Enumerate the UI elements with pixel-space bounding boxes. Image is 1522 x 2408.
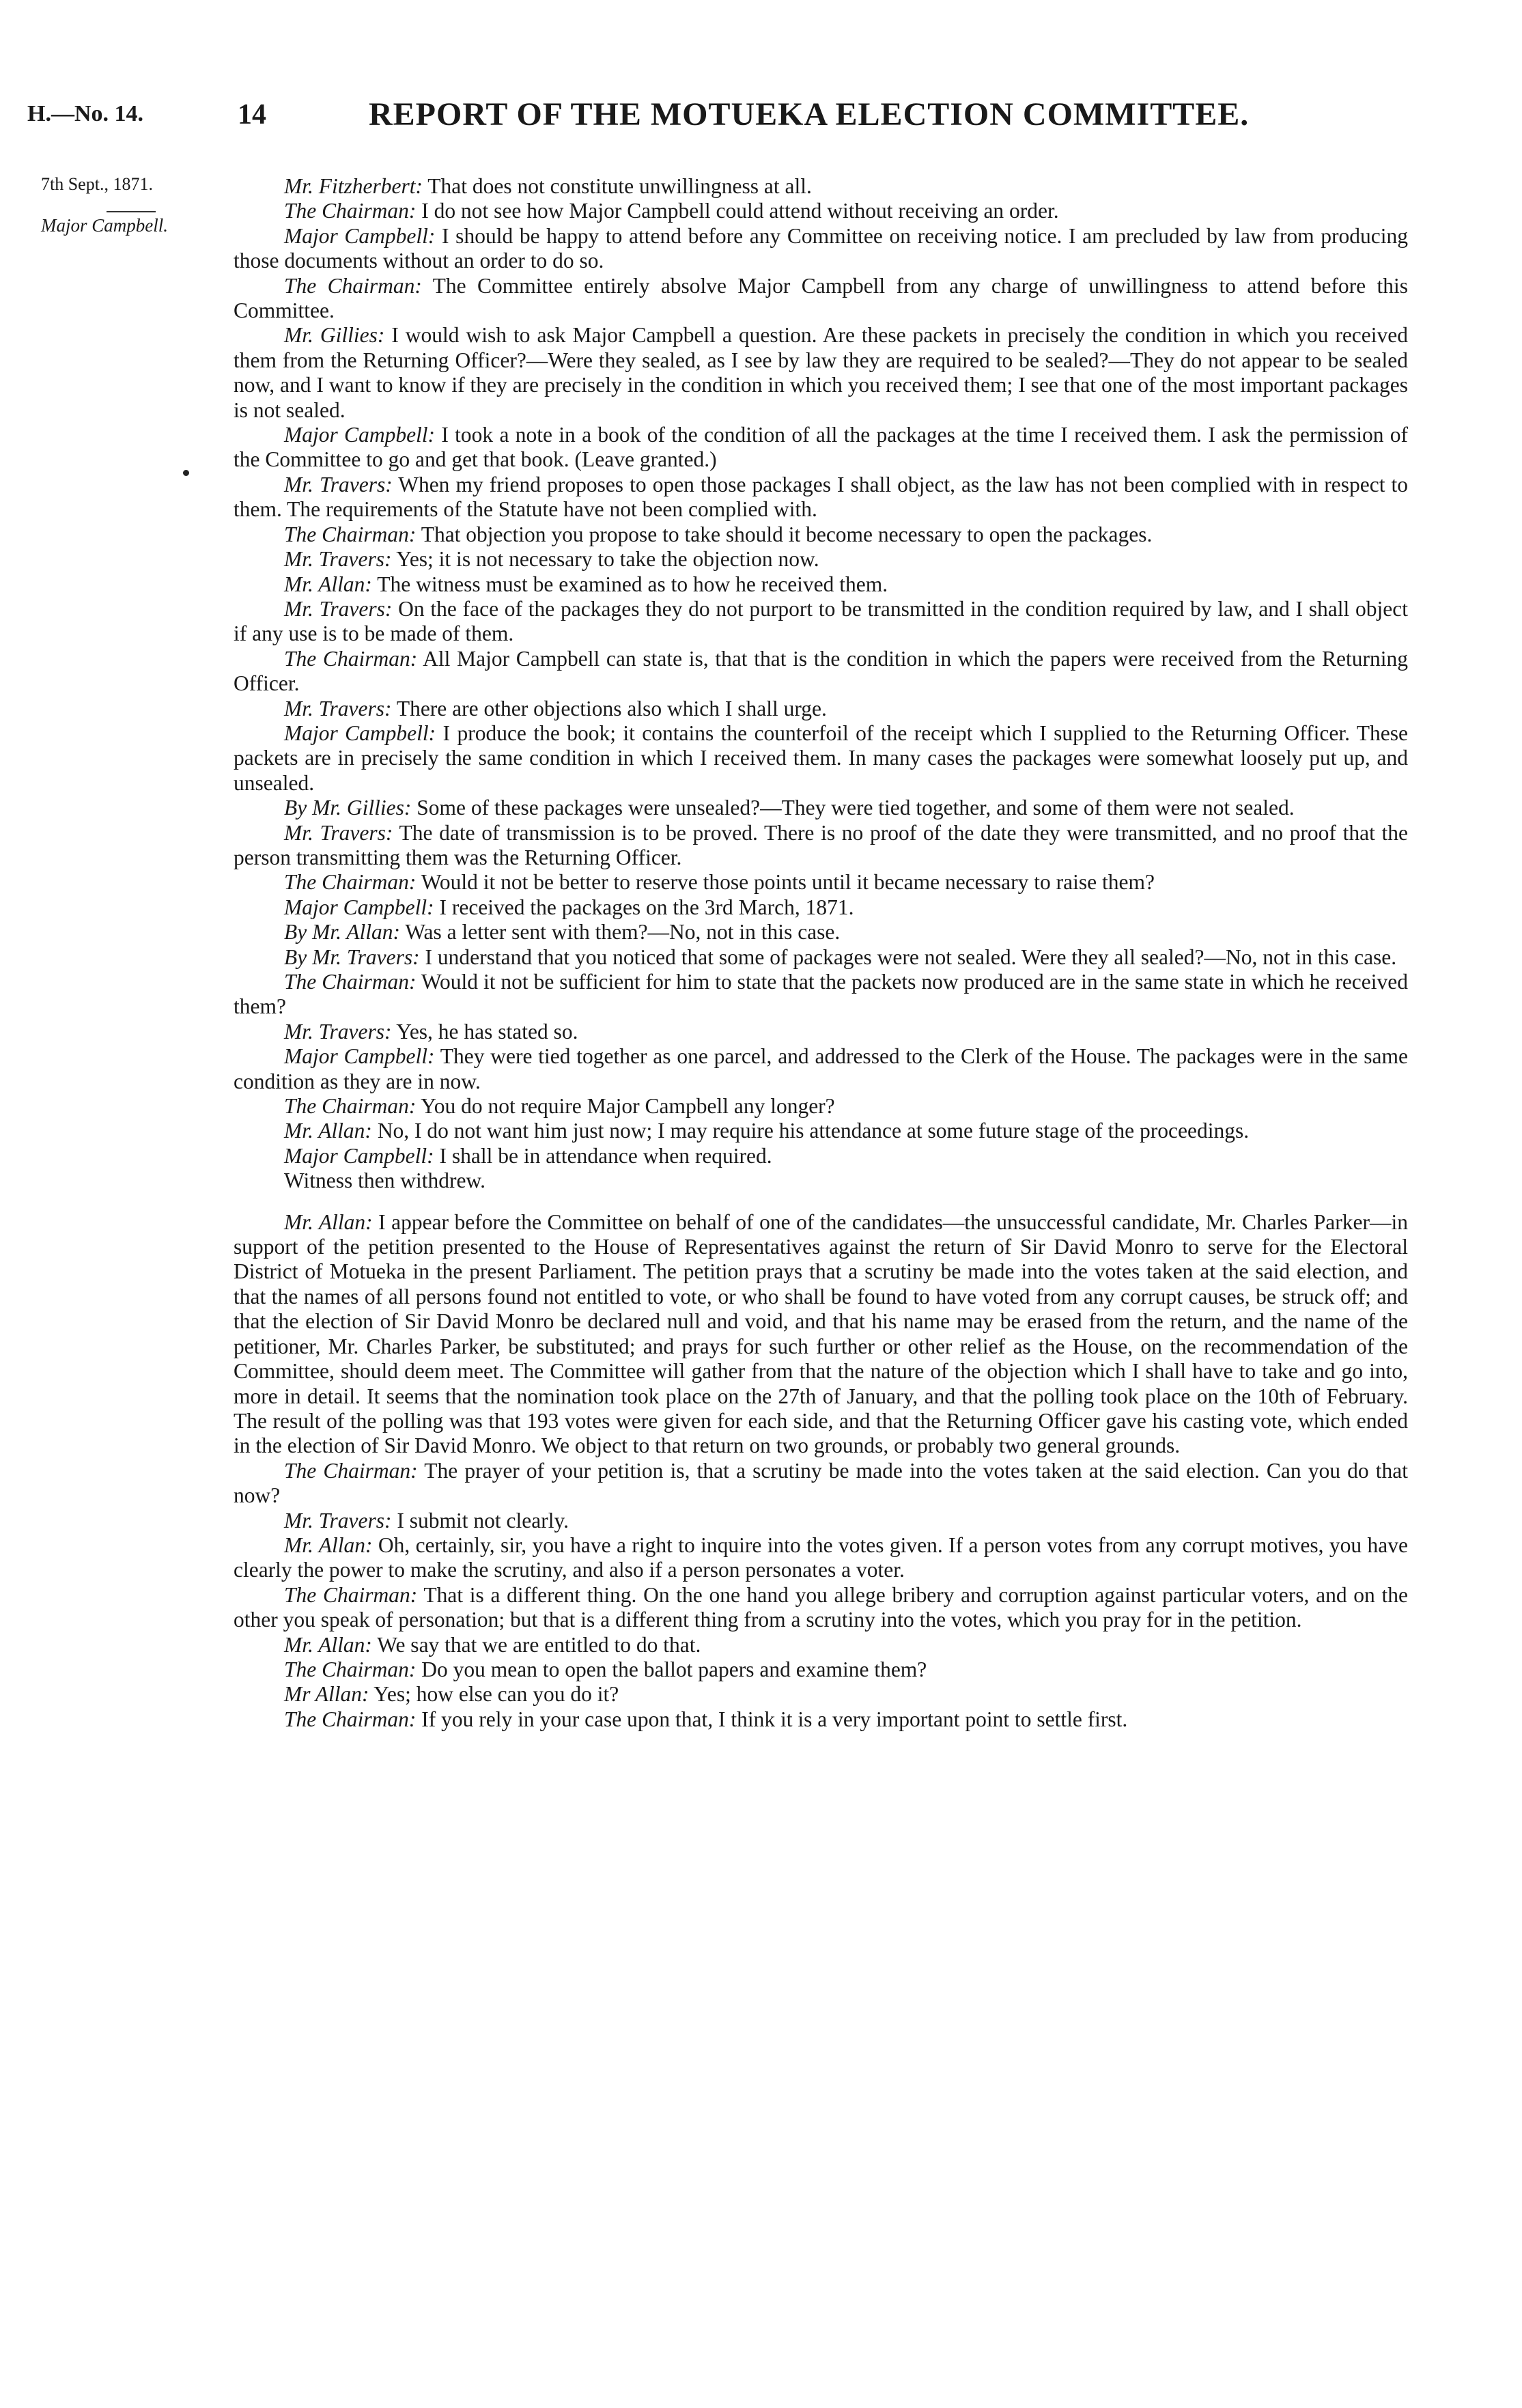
page-number: 14 bbox=[238, 99, 266, 130]
testimony-paragraph bbox=[234, 895, 1408, 920]
speech-text: Oh, certainly, sir, you have a right to inquire into the votes given. If a person votes from any corrupt motives, you have clearly the power to make the scrutiny, and also if a person personates a voter. bbox=[234, 1532, 1408, 1582]
testimony-paragraph bbox=[234, 870, 1408, 895]
testimony-paragraph bbox=[234, 1168, 1408, 1193]
testimony-paragraph bbox=[234, 423, 1408, 473]
margin-notes bbox=[41, 174, 246, 236]
speaker-name: The Chairman: bbox=[284, 870, 417, 895]
testimony-paragraph bbox=[234, 174, 1408, 199]
speaker-name: Mr. Allan: bbox=[284, 572, 372, 596]
speaker-name: Major Campbell: bbox=[284, 1044, 435, 1069]
speaker-name: Mr. Travers: bbox=[284, 696, 392, 720]
margin-witness: Major Campbell. bbox=[41, 215, 168, 236]
speech-text: I took a note in a book of the condition of all the packages at the time I received them. I ask the permission of the Committee to go and get that book. (Leave granted.) bbox=[234, 423, 1409, 472]
speaker-name: Mr. Travers: bbox=[284, 1019, 392, 1044]
testimony-paragraph bbox=[234, 224, 1408, 274]
testimony-paragraph bbox=[234, 721, 1408, 796]
testimony-paragraph bbox=[234, 1144, 1408, 1168]
testimony-paragraph bbox=[234, 274, 1408, 324]
speaker-name: The Chairman: bbox=[284, 970, 417, 994]
speech-text: I received the packages on the 3rd March, 1871. bbox=[434, 895, 854, 919]
margin-rule bbox=[107, 211, 156, 212]
speaker-name: Mr. Allan: bbox=[284, 1532, 373, 1557]
speech-text: I shall be in attendance when required. bbox=[434, 1143, 772, 1168]
speech-text: When my friend proposes to open those packages I shall object, as the law has not been complied with in respect to them. The requirements of the Statute have not been complied with. bbox=[234, 472, 1409, 522]
speech-text: Yes; how else can you do it? bbox=[369, 1682, 619, 1707]
testimony-paragraph bbox=[234, 1533, 1408, 1583]
speech-text: Yes, he has stated so. bbox=[391, 1019, 578, 1044]
speech-text: All Major Campbell can state is, that that is the condition in which the papers were received from the Returning Officer. bbox=[234, 646, 1408, 696]
speech-text: There are other objections also which I shall urge. bbox=[391, 696, 827, 720]
testimony-paragraph bbox=[234, 1682, 1408, 1707]
testimony-paragraph bbox=[234, 522, 1408, 547]
speech-text: Do you mean to open the ballot papers and examine them? bbox=[416, 1657, 927, 1681]
testimony-paragraph bbox=[234, 1210, 1408, 1459]
testimony-paragraph bbox=[234, 572, 1408, 597]
speech-text: The prayer of your petition is, that a scrutiny be made into the votes taken at the said election. Can you do that now? bbox=[234, 1458, 1408, 1508]
speech-text: Was a letter sent with them?—No, not in this case. bbox=[400, 920, 841, 944]
testimony-paragraph bbox=[234, 1020, 1408, 1044]
testimony-paragraph bbox=[234, 547, 1408, 572]
speech-text: That is a different thing. On the one hand you allege bribery and corruption against particular voters, and on the other you speak of personation; but that is a different thing from a scrutiny into the votes, which you pray for in the petition. bbox=[234, 1582, 1408, 1632]
testimony-paragraph bbox=[234, 920, 1408, 944]
speaker-name: The Chairman: bbox=[284, 273, 422, 298]
speaker-name: The Chairman: bbox=[284, 199, 417, 223]
speech-text: I do not see how Major Campbell could attend without receiving an order. bbox=[416, 199, 1059, 223]
paper-reference: H.—No. 14. bbox=[27, 101, 143, 126]
testimony-paragraph bbox=[234, 796, 1408, 820]
speech-text: Would it not be better to reserve those points until it became necessary to raise them? bbox=[416, 870, 1155, 895]
speech-text: The date of transmission is to be proved. There is no proof of the date they were transmitted, and no proof that the person transmitting them was the Returning Officer. bbox=[234, 820, 1408, 869]
speaker-name: Major Campbell: bbox=[284, 895, 434, 919]
speech-text: Some of these packages were unsealed?—They were tied together, and some of them were not sealed. bbox=[411, 796, 1295, 820]
testimony-paragraph bbox=[234, 1459, 1408, 1509]
testimony-paragraph bbox=[234, 970, 1408, 1020]
speech-text: No, I do not want him just now; I may require his attendance at some future stage of the proceedings. bbox=[371, 1119, 1250, 1143]
testimony-paragraph bbox=[234, 1707, 1408, 1732]
testimony-paragraph bbox=[234, 1509, 1408, 1533]
speech-text: That objection you propose to take should it become necessary to open the packages. bbox=[416, 522, 1153, 546]
speaker-name: Mr. Fitzherbert: bbox=[284, 174, 423, 198]
speech-text: I should be happy to attend before any Committee on receiving notice. I am precluded by law from producing those documents without an order to do so. bbox=[234, 223, 1408, 273]
speech-text: Would it not be sufficient for him to state that the packets now produced are in the same state in which he received them? bbox=[234, 970, 1408, 1019]
speaker-name: Major Campbell: bbox=[284, 423, 436, 447]
speaker-name: By Mr. Gillies: bbox=[284, 796, 412, 820]
testimony-paragraph bbox=[234, 1657, 1408, 1682]
testimony-paragraph bbox=[234, 945, 1408, 970]
testimony-paragraph bbox=[234, 473, 1408, 522]
margin-mark bbox=[183, 470, 189, 476]
speaker-name: The Chairman: bbox=[284, 646, 418, 671]
speech-text: I produce the book; it contains the counterfoil of the receipt which I supplied to the Returning Officer. These packets are in precisely the same condition in which I received them. In many cases the packages were somewhat loosely put up, and unsealed. bbox=[234, 720, 1409, 795]
speaker-name: Mr. Travers: bbox=[284, 1508, 392, 1532]
speaker-name: The Chairman: bbox=[284, 1582, 418, 1607]
margin-date: 7th Sept., 1871. bbox=[41, 174, 153, 194]
minutes-body bbox=[234, 174, 1408, 1732]
speech-text: The Committee entirely absolve Major Campbell from any charge of unwillingness to attend before this Committee. bbox=[234, 273, 1409, 323]
testimony-paragraph bbox=[234, 199, 1408, 223]
testimony-paragraph bbox=[234, 647, 1408, 697]
testimony-paragraph bbox=[234, 1583, 1408, 1633]
speech-text: I understand that you noticed that some of packages were not sealed. Were they all sealed?—No, not in this case. bbox=[419, 944, 1397, 969]
speaker-name: The Chairman: bbox=[284, 522, 417, 546]
speech-text: We say that we are entitled to do that. bbox=[371, 1632, 701, 1657]
speaker-name: Mr. Travers: bbox=[284, 820, 393, 845]
speaker-name: The Chairman: bbox=[284, 1657, 417, 1681]
speaker-name: The Chairman: bbox=[284, 1458, 418, 1483]
speaker-name: Major Campbell: bbox=[284, 720, 436, 745]
speaker-name: Mr. Travers: bbox=[284, 547, 392, 572]
speech-text: That does not constitute unwillingness at all. bbox=[422, 174, 812, 198]
speech-text: Yes; it is not necessary to take the objection now. bbox=[391, 547, 819, 572]
speaker-name: Mr. Allan: bbox=[284, 1119, 372, 1143]
speech-text: They were tied together as one parcel, and addressed to the Clerk of the House. The packages were in the same condition as they are in now. bbox=[234, 1044, 1408, 1093]
speaker-name: Mr. Allan: bbox=[284, 1632, 372, 1657]
speech-text: I submit not clearly. bbox=[391, 1508, 569, 1532]
speaker-name: Mr. Travers: bbox=[284, 472, 393, 496]
testimony-paragraph bbox=[234, 1094, 1408, 1119]
running-header bbox=[27, 96, 1407, 137]
speaker-name: The Chairman: bbox=[284, 1707, 417, 1731]
speech-text: On the face of the packages they do not purport to be transmitted in the condition required by law, and I shall object if any use is to be made of them. bbox=[234, 596, 1408, 646]
speaker-name: Mr Allan: bbox=[284, 1682, 369, 1707]
speaker-name: Major Campbell: bbox=[284, 1143, 434, 1168]
testimony-paragraph bbox=[234, 1633, 1408, 1657]
testimony-paragraph bbox=[234, 1119, 1408, 1143]
speech-text: If you rely in your case upon that, I think it is a very important point to settle first. bbox=[416, 1707, 1128, 1731]
testimony-paragraph bbox=[234, 697, 1408, 721]
speaker-name: Mr. Allan: bbox=[284, 1209, 373, 1234]
speaker-name: The Chairman: bbox=[284, 1094, 417, 1119]
speech-text: Witness then withdrew. bbox=[284, 1168, 486, 1193]
speech-text: You do not require Major Campbell any longer? bbox=[416, 1094, 835, 1119]
speaker-name: By Mr. Travers: bbox=[284, 944, 420, 969]
testimony-paragraph bbox=[234, 323, 1408, 423]
testimony-paragraph bbox=[234, 821, 1408, 871]
speaker-name: Mr. Gillies: bbox=[284, 323, 385, 348]
speech-text: The witness must be examined as to how he received them. bbox=[371, 572, 888, 596]
speaker-name: By Mr. Allan: bbox=[284, 920, 401, 944]
speaker-name: Mr. Travers: bbox=[284, 596, 393, 621]
testimony-paragraph bbox=[234, 597, 1408, 647]
testimony-paragraph bbox=[234, 1044, 1408, 1094]
speech-text: I appear before the Committee on behalf of one of the candidates—the unsuccessful candidate, Mr. Charles Parker—in support of the petition presented to the House of Representatives against the return of Sir David Monro to serve for the Electoral District of Motueka in the present Parliament. The petition prays that a scrutiny be made into the votes taken at the said election, and that the names of all persons found not entitled to vote, or who shall be found to have voted from any corrupt causes, be struck off; and that the election of Sir David Monro be declared null and void, and that his name may be erased from the return, and the name of the petitioner, Mr. Charles Parker, be substituted; and prays for such further or other relief as the House, on the recommendation of the Committee, should deem meet. The Committee will gather from that the nature of the objection which I shall have to take and go into, more in detail. It seems that the nomination took place on the 27th of January, and that the polling took place on the 10th of February. The result of the polling was that 193 votes were given for each side, and that the Returning Officer gave his casting vote, which ended in the election of Sir David Monro. We object to that return on two grounds, or probably two general grounds. bbox=[234, 1209, 1408, 1458]
speech-text: I would wish to ask Major Campbell a question. Are these packets in precisely the condition in which you received them from the Returning Officer?—Were they sealed, as I see by law they are required to be sealed?—They do not appear to be sealed now, and I want to know if they are precisely in the condition in which you received them; I see that one of the most important packages is not sealed. bbox=[234, 323, 1408, 422]
speaker-name: Major Campbell: bbox=[284, 223, 436, 248]
page-title: REPORT OF THE MOTUEKA ELECTION COMMITTEE. bbox=[369, 96, 1250, 132]
